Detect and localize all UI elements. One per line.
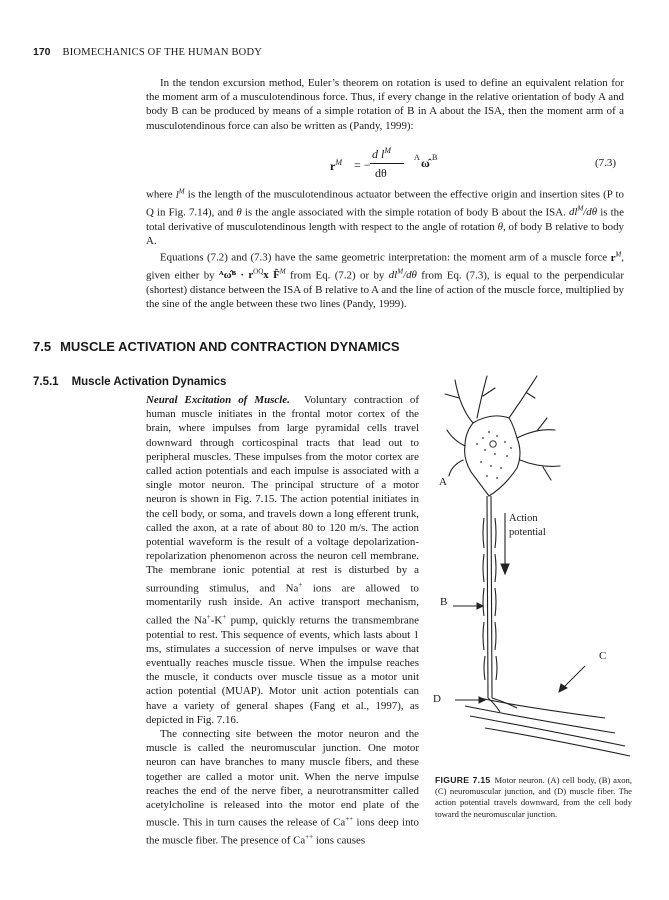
- cell-body-stipple: [476, 431, 512, 479]
- interpretation-paragraph: Equations (7.2) and (7.3) have the same geometric interpretation: the moment arm of a muscle force $r^M$, given either by ᴬω̂ᴮ · $r^{OQ}x$ F̂$^M$ from Eq. (7.2) or by $dl^M/d\theta$ from Eq. (7.3), is equal to the perpendicular (shortest) distance between the ISA of B relative to A and the line of action of the muscle force, multiplied by the sine of the angle between these two lines (Pandy, 1999).: [146, 250, 624, 310]
- symbol-derivative: $dl^M/d\theta$: [568, 204, 598, 219]
- axon-left: [487, 496, 488, 698]
- dendrite: [520, 460, 560, 466]
- symbol-l: $l^M$: [175, 187, 185, 201]
- eq-numerator: d $l^M$: [372, 146, 392, 161]
- running-header: [33, 46, 262, 58]
- symbol-r: $r^M$: [610, 250, 622, 264]
- dendrite: [449, 460, 463, 476]
- eq-equals: = −: [354, 158, 371, 172]
- dendrite: [517, 430, 555, 438]
- pointer-c: [563, 666, 585, 688]
- cell-body-outline: [465, 416, 520, 496]
- symbol-dl: $dl^M/d\theta$: [388, 267, 417, 282]
- eq-frame-pre: A: [414, 153, 420, 162]
- dendrite: [537, 418, 547, 431]
- figure-motor-neuron: [425, 368, 640, 778]
- eq-denominator: dθ: [375, 166, 387, 180]
- intro-paragraph: [146, 76, 624, 133]
- dendrite: [477, 376, 487, 418]
- figure-caption: [435, 775, 632, 820]
- eq-fraction-bar: [370, 163, 404, 164]
- running-title: BIOMECHANICS OF THE HUMAN BODY: [62, 47, 263, 58]
- dendrite: [527, 393, 535, 398]
- equation-7-3: [330, 148, 630, 188]
- dendrite: [447, 430, 465, 446]
- dendrite: [483, 388, 495, 396]
- intro-paragraph-text: In the tendon excursion method, Euler’s theorem on rotation is used to define an equivalent relation for the moment arm of a musculotendinous force. Thus, if every change in the relative orientation of body A and body B can be produced by means of a simple rotation of B in A about the ISA, then the moment arm of a musculotendinous force can also be written as (Pandy, 1999):: [146, 77, 624, 132]
- eq-frame-post: B: [432, 153, 438, 162]
- muscle-fiber: [465, 698, 630, 756]
- page-number: 170: [33, 46, 51, 58]
- figure-label-b: B: [440, 596, 448, 608]
- body-column: [146, 393, 419, 848]
- figure-label-a: A: [439, 476, 447, 488]
- section-heading: 7.5 MUSCLE ACTIVATION AND CONTRACTION DYNAMICS: [33, 339, 400, 354]
- figure-caption-text: Motor neuron. (A) cell body, (B) axon, (C) neuromuscular junction, and (D) muscle fiber. The action potential travels downward, from the cell body toward the neuromuscular junction.: [435, 775, 632, 819]
- figure-label-d: D: [433, 693, 441, 705]
- symbol-expression: ᴬω̂ᴮ · $r^{OQ}x$ F̂$^M$: [219, 267, 286, 282]
- dendrite: [543, 467, 551, 480]
- action-potential-arrow: [501, 513, 509, 574]
- dendrite: [455, 380, 473, 423]
- motor-neuron-drawing: [425, 368, 640, 778]
- runin-heading: Neural Excitation of Muscle.: [146, 394, 290, 406]
- figure-label-c: C: [599, 650, 607, 662]
- figure-caption-label: FIGURE 7.15: [435, 775, 491, 785]
- subsection-heading: 7.5.1 Muscle Activation Dynamics: [33, 376, 227, 388]
- body-paragraph-1: Neural Excitation of Muscle. Voluntary contraction of human muscle initiates in the frontal motor cortex of the brain, where impulses from large pyramidal cells travel downward through corticospinal tracts that lead out to peripheral muscles. These impulses from the motor cortex are called action potentials and each impulse is associated with a single motor neuron. The principal structure of a motor neuron is shown in Fig. 7.15. The action potential initiates in the cell body, or soma, and travels down a long efferent trunk, called the axon, at a rate of about 80 to 120 m/s. The action potential waveform is the result of a voltage depolarization-repolarization phenomenon across the neuron cell membrane. The membrane ionic potential at rest is disturbed by a surrounding stimulus, and Na+ ions are allowed to momentarily rush inside. An active transport mechanism, called the Na+-K+ pump, quickly returns the transmembrane potential to rest. This sequence of events, which lasts about 1 ms, stimulates a succession of nerve impulses or wave that eventually reaches muscle tissue. When the impulse reaches the muscle, it conducts over muscle tissue as a motor unit action potential (MUAP). Motor unit action potentials can have a variety of general shapes (Fang et al., 1997), as depicted in Fig. 7.16.: [146, 394, 419, 726]
- where-paragraph: where $l^M$ is the length of the musculotendinous actuator between the effective origin and insertion sites (P to Q in Fig. 7.14), and θ is the angle associated with the simple rotation of body B about the ISA. $dl^M/d\theta$ is the total derivative of musculotendinous length with respect to the angle of rotation θ, of body B relative to body A.: [146, 187, 624, 247]
- eq-lhs: $r^M$: [330, 158, 342, 173]
- action-potential-label: Action potential: [509, 513, 546, 538]
- dendrite: [445, 394, 459, 398]
- body-paragraph-2: The connecting site between the motor neuron and the muscle is called the neuromuscular junction. One motor neuron can have branches to many muscle fibers, and these together are called a motor unit. When the nerve impulse reaches the end of the nerve fiber, a neurotransmitter called acetylcholine is released into the motor end plate of the muscle. This in turn causes the release of Ca++ ions deep into the muscle fiber. The presence of Ca++ ions causes: [146, 727, 419, 847]
- equation-number: (7.3): [595, 157, 617, 169]
- axon-right: [491, 496, 492, 698]
- eq-omega: ω̂: [421, 156, 430, 170]
